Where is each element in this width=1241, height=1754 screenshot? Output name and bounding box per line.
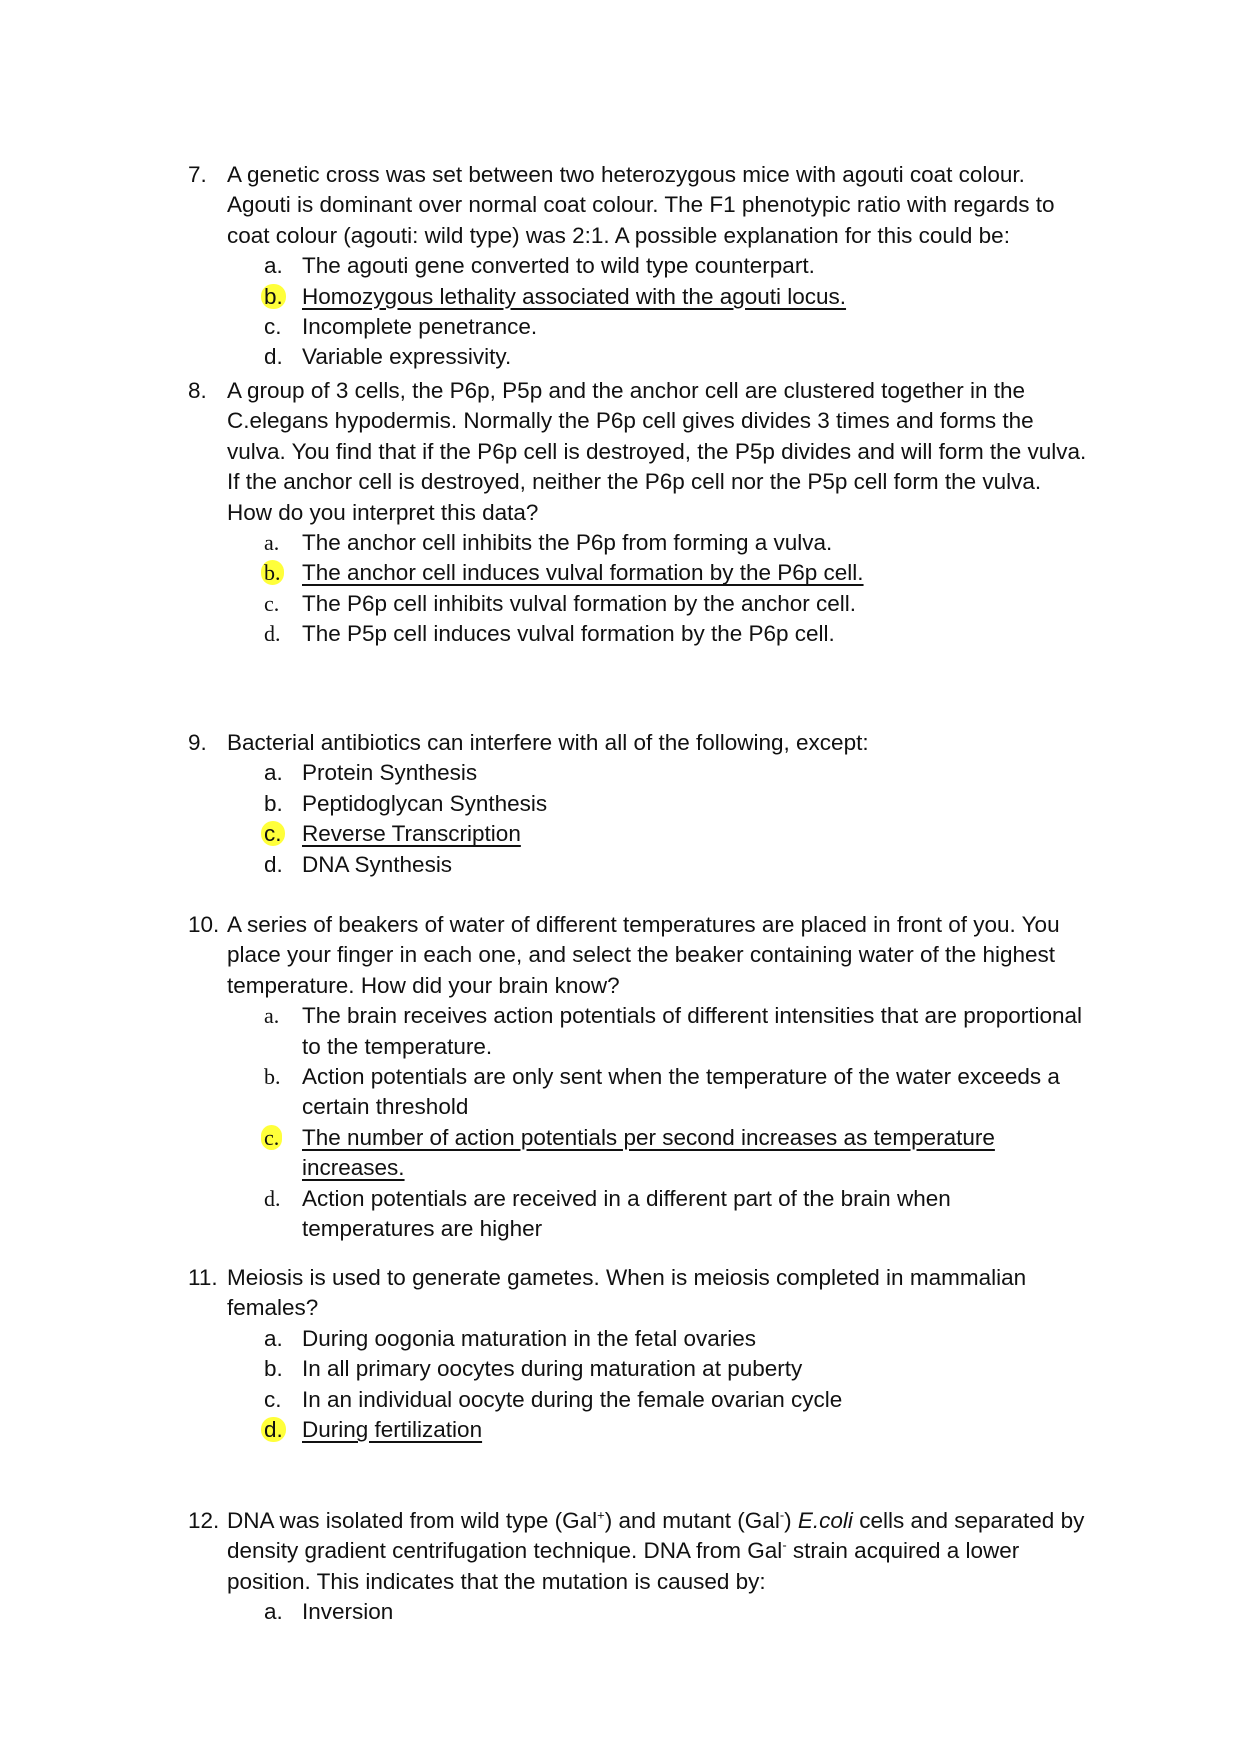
question-text: Meiosis is used to generate gametes. When is meiosis completed in mammalian females? bbox=[227, 1265, 1027, 1321]
question-10 bbox=[188, 910, 1088, 1244]
question-number: 7. bbox=[188, 162, 207, 187]
option-c: c. In an individual oocyte during the female ovarian cycle bbox=[264, 1386, 843, 1412]
question-text: DNA was isolated from wild type (Gal+) and mutant (Gal-) E.coli cells and separated by density gradient centrifugation technique. DNA from Gal- strain acquired a lower position. This indicates that the mutation is caused by: bbox=[227, 1507, 1085, 1594]
answer-highlight: b. bbox=[261, 284, 286, 309]
option-list bbox=[188, 1597, 1088, 1627]
option-c: c. The P6p cell inhibits vulval formation by the anchor cell. bbox=[264, 590, 857, 616]
question-9 bbox=[188, 728, 1088, 880]
question-8 bbox=[188, 376, 1088, 650]
question-text: A group of 3 cells, the P6p, P5p and the anchor cell are clustered together in the C.elegans hypodermis. Normally the P6p cell gives divides 3 times and forms the vulva. You find that if the P6p cell is destroyed, the P5p divides and will form the vulva. If the anchor cell is destroyed, neither the P6p cell nor the P5p cell form the vulva. How do you interpret this data? bbox=[227, 378, 1087, 525]
option-b-correct: b. The anchor cell induces vulval formation by the P6p cell. bbox=[188, 558, 1088, 588]
question-number: 10. bbox=[188, 912, 220, 937]
option-b: b. In all primary oocytes during maturation at puberty bbox=[264, 1356, 803, 1382]
option-d: d. Variable expressivity. bbox=[264, 344, 512, 370]
option-d-correct: d. During fertilization bbox=[188, 1415, 1088, 1445]
option-a: a. The brain receives action potentials of different intensities that are proportional to the temperature. bbox=[264, 1003, 1083, 1059]
option-list bbox=[188, 1324, 1088, 1446]
option-d: d. DNA Synthesis bbox=[264, 851, 453, 877]
option-list bbox=[188, 251, 1088, 373]
question-7 bbox=[188, 160, 1088, 373]
option-list bbox=[188, 1001, 1088, 1244]
option-d: d. Action potentials are received in a different part of the brain when temperatures are higher bbox=[264, 1185, 951, 1242]
option-c: c. Incomplete penetrance. bbox=[264, 314, 538, 340]
question-text: A series of beakers of water of different temperatures are placed in front of you. You place your finger in each one, and select the beaker containing water of the highest temperature. How did your brain know? bbox=[227, 912, 1060, 998]
question-11 bbox=[188, 1263, 1088, 1445]
option-a: a. The agouti gene converted to wild type counterpart. bbox=[264, 253, 815, 279]
question-number: 9. bbox=[188, 730, 207, 755]
option-list bbox=[188, 528, 1088, 650]
option-c-correct: c. The number of action potentials per second increases as temperature increases. bbox=[188, 1123, 1088, 1184]
question-12 bbox=[188, 1506, 1088, 1628]
option-a: a. Inversion bbox=[264, 1599, 394, 1625]
answer-highlight: c. bbox=[261, 1125, 282, 1150]
option-c-correct: c. Reverse Transcription bbox=[188, 819, 1088, 849]
option-a: a. Protein Synthesis bbox=[264, 760, 478, 786]
question-number: 12. bbox=[188, 1508, 220, 1533]
question-number: 11. bbox=[188, 1265, 218, 1290]
question-text: Bacterial antibiotics can interfere with all of the following, except: bbox=[227, 730, 869, 755]
answer-highlight: b. bbox=[261, 560, 284, 585]
option-a: a. During oogonia maturation in the fetal ovaries bbox=[264, 1325, 757, 1351]
question-text: A genetic cross was set between two heterozygous mice with agouti coat colour. Agouti is dominant over normal coat colour. The F1 phenotypic ratio with regards to coat colour (agouti: wild type) was 2:1. A possible explanation for this could be: bbox=[227, 162, 1055, 248]
option-d: d. The P5p cell induces vulval formation by the P6p cell. bbox=[264, 621, 835, 647]
question-number: 8. bbox=[188, 378, 207, 403]
answer-highlight: c. bbox=[261, 821, 285, 846]
option-b: b. Peptidoglycan Synthesis bbox=[264, 790, 548, 816]
answer-highlight: d. bbox=[261, 1417, 286, 1442]
option-a: a. The anchor cell inhibits the P6p from forming a vulva. bbox=[264, 530, 833, 556]
option-list bbox=[188, 758, 1088, 880]
option-b-correct: b. Homozygous lethality associated with the agouti locus. bbox=[188, 282, 1088, 312]
option-b: b. Action potentials are only sent when the temperature of the water exceeds a certain threshold bbox=[264, 1064, 1060, 1120]
